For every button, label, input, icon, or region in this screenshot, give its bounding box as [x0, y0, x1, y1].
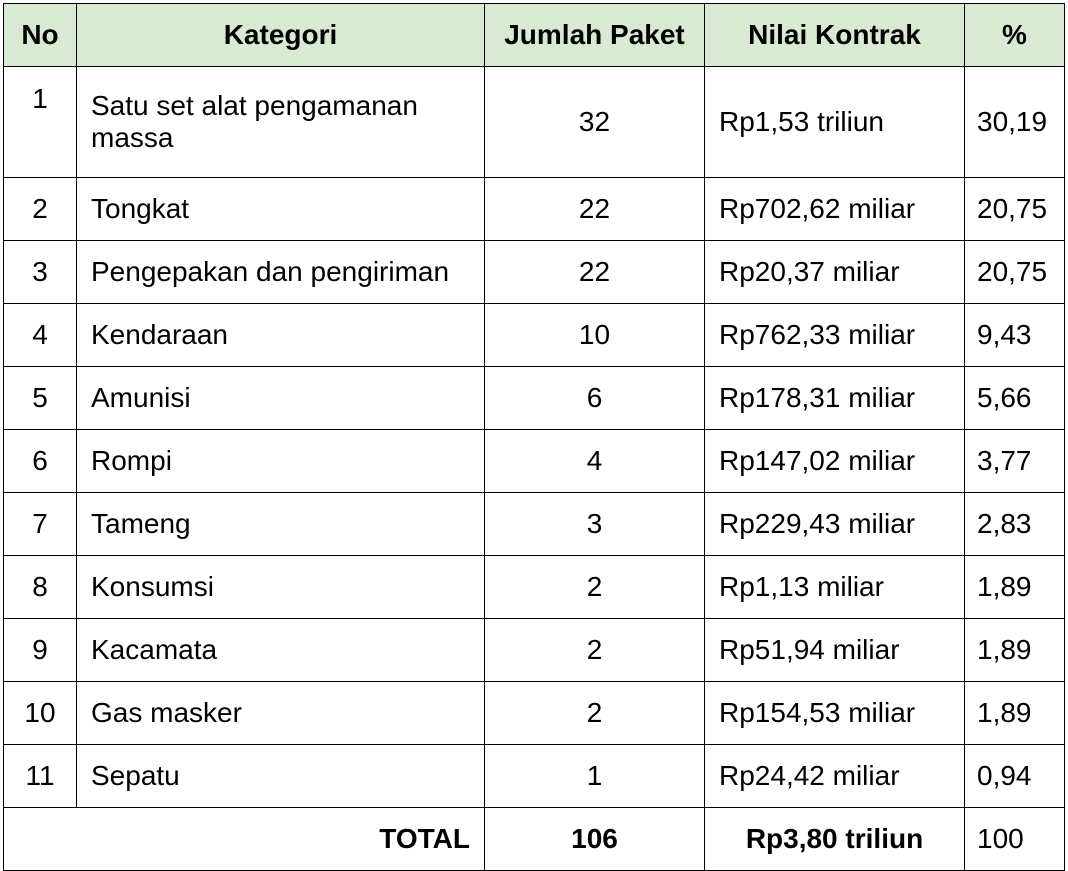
- total-label: TOTAL: [4, 808, 485, 871]
- cell-nilai-kontrak: Rp147,02 miliar: [705, 430, 965, 493]
- cell-jumlah-paket: 2: [485, 556, 705, 619]
- cell-no: 10: [4, 682, 77, 745]
- header-kategori: Kategori: [77, 4, 485, 67]
- cell-kategori: Amunisi: [77, 367, 485, 430]
- cell-kategori: Kendaraan: [77, 304, 485, 367]
- table-row: [4, 430, 1065, 493]
- table-row: [4, 367, 1065, 430]
- table-footer: [4, 808, 1065, 871]
- cell-no: 7: [4, 493, 77, 556]
- header-jumlah-paket: Jumlah Paket: [485, 4, 705, 67]
- table-row: [4, 556, 1065, 619]
- header-row: [4, 4, 1065, 67]
- cell-no: 9: [4, 619, 77, 682]
- cell-no: 4: [4, 304, 77, 367]
- cell-persen: 30,19: [965, 67, 1065, 178]
- cell-nilai-kontrak: Rp178,31 miliar: [705, 367, 965, 430]
- header-persen: %: [965, 4, 1065, 67]
- cell-no: 3: [4, 241, 77, 304]
- cell-kategori: Tongkat: [77, 178, 485, 241]
- cell-no: 5: [4, 367, 77, 430]
- cell-kategori: Gas masker: [77, 682, 485, 745]
- total-nilai-kontrak: Rp3,80 triliun: [705, 808, 965, 871]
- cell-persen: 20,75: [965, 178, 1065, 241]
- cell-kategori: Tameng: [77, 493, 485, 556]
- table-row: [4, 178, 1065, 241]
- table-row: [4, 682, 1065, 745]
- cell-nilai-kontrak: Rp154,53 miliar: [705, 682, 965, 745]
- cell-nilai-kontrak: Rp702,62 miliar: [705, 178, 965, 241]
- cell-kategori: Satu set alat pengamanan massa: [77, 67, 485, 178]
- cell-nilai-kontrak: Rp20,37 miliar: [705, 241, 965, 304]
- cell-jumlah-paket: 10: [485, 304, 705, 367]
- cell-jumlah-paket: 22: [485, 178, 705, 241]
- cell-jumlah-paket: 1: [485, 745, 705, 808]
- procurement-table: [3, 3, 1065, 871]
- cell-no: 8: [4, 556, 77, 619]
- cell-kategori: Rompi: [77, 430, 485, 493]
- cell-no: 1: [4, 67, 77, 178]
- cell-nilai-kontrak: Rp1,13 miliar: [705, 556, 965, 619]
- cell-kategori: Kacamata: [77, 619, 485, 682]
- cell-no: 11: [4, 745, 77, 808]
- table-body: [4, 67, 1065, 808]
- cell-nilai-kontrak: Rp24,42 miliar: [705, 745, 965, 808]
- table-row: [4, 241, 1065, 304]
- header-no: No: [4, 4, 77, 67]
- cell-persen: 0,94: [965, 745, 1065, 808]
- cell-persen: 9,43: [965, 304, 1065, 367]
- cell-persen: 2,83: [965, 493, 1065, 556]
- total-persen: 100: [965, 808, 1065, 871]
- cell-kategori: Konsumsi: [77, 556, 485, 619]
- table-header: [4, 4, 1065, 67]
- cell-persen: 1,89: [965, 682, 1065, 745]
- cell-jumlah-paket: 3: [485, 493, 705, 556]
- total-row: [4, 808, 1065, 871]
- table-row: [4, 304, 1065, 367]
- table-row: [4, 493, 1065, 556]
- cell-jumlah-paket: 6: [485, 367, 705, 430]
- cell-persen: 1,89: [965, 619, 1065, 682]
- cell-jumlah-paket: 2: [485, 682, 705, 745]
- total-jumlah-paket: 106: [485, 808, 705, 871]
- cell-jumlah-paket: 32: [485, 67, 705, 178]
- cell-nilai-kontrak: Rp762,33 miliar: [705, 304, 965, 367]
- cell-kategori: Sepatu: [77, 745, 485, 808]
- cell-jumlah-paket: 4: [485, 430, 705, 493]
- cell-jumlah-paket: 22: [485, 241, 705, 304]
- cell-persen: 5,66: [965, 367, 1065, 430]
- cell-persen: 3,77: [965, 430, 1065, 493]
- cell-no: 6: [4, 430, 77, 493]
- cell-persen: 1,89: [965, 556, 1065, 619]
- cell-kategori: Pengepakan dan pengiriman: [77, 241, 485, 304]
- table-row: [4, 745, 1065, 808]
- cell-nilai-kontrak: Rp51,94 miliar: [705, 619, 965, 682]
- cell-nilai-kontrak: Rp1,53 triliun: [705, 67, 965, 178]
- cell-nilai-kontrak: Rp229,43 miliar: [705, 493, 965, 556]
- header-nilai-kontrak: Nilai Kontrak: [705, 4, 965, 67]
- cell-persen: 20,75: [965, 241, 1065, 304]
- table-row: [4, 67, 1065, 178]
- table-row: [4, 619, 1065, 682]
- cell-no: 2: [4, 178, 77, 241]
- cell-jumlah-paket: 2: [485, 619, 705, 682]
